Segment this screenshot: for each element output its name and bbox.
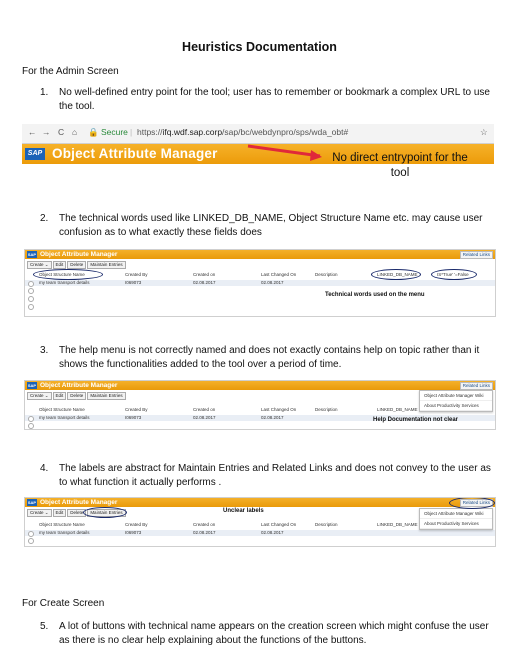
callout-no-entrypoint: No direct entrypoint for the tool [332, 152, 468, 179]
maintain-entries-button[interactable]: Maintain Entries [87, 261, 125, 269]
highlight-oval [371, 269, 421, 280]
row-radio[interactable] [28, 281, 34, 287]
col-created-by: Created By [125, 272, 148, 277]
empty-row-radio[interactable] [28, 288, 34, 294]
item-text: A lot of buttons with technical name appears on the creation screen which might confuse the user as there is no clear help explaining about the functions of the buttons. [59, 621, 489, 646]
edit-button[interactable]: Edit [53, 261, 67, 269]
table-header: Object Structure Name Created By Created on Last Changed On Description LINKED_DB_NAME [39, 522, 418, 527]
related-links-menu [419, 508, 493, 530]
screenshot-help-menu [24, 380, 496, 430]
item-number: 3. [40, 345, 49, 356]
app-title: Object Attribute Manager [40, 499, 118, 506]
empty-row-radio[interactable] [28, 304, 34, 310]
sap-logo: SAP [25, 148, 45, 160]
highlight-oval [83, 507, 127, 518]
annotation-unclear-labels: Unclear labels [223, 508, 264, 514]
edit-button[interactable]: Edit [53, 392, 67, 400]
heuristic-item-5 [40, 620, 495, 650]
item-text: The help menu is not correctly named and does not exactly contains help on topic rather than it shows the functionalities added to the tool over a period of time. [59, 345, 480, 370]
screenshot-technical-words [24, 249, 496, 317]
table-row[interactable]: my team transport details I069073 02.08.2017 02.08.2017 [25, 415, 495, 421]
highlight-oval [33, 269, 103, 280]
item-number: 2. [40, 213, 49, 224]
create-button[interactable]: Create ⌄ [27, 392, 52, 400]
heuristic-item-4 [40, 462, 495, 492]
sap-header [25, 250, 495, 259]
section-admin-heading: For the Admin Screen [22, 66, 119, 77]
empty-row-radio[interactable] [28, 538, 34, 544]
home-icon[interactable]: ⌂ [72, 127, 78, 137]
secure-label: 🔒 Secure [88, 127, 128, 137]
col-linked-db-name: LINKED_DB_NAME [377, 272, 418, 277]
annotation-help-documentation: Help Documentation not clear [373, 417, 459, 423]
col-last-changed: Last Changed On [261, 272, 297, 277]
delete-button[interactable]: Delete [67, 261, 86, 269]
app-title: Object Attribute Manager [40, 382, 118, 389]
col-created-on: Created on [193, 272, 216, 277]
sap-logo: SAP [27, 383, 37, 388]
item-number: 1. [40, 87, 49, 98]
sap-header [25, 381, 495, 390]
col-is-true: IS*True' '=False [437, 272, 469, 277]
table-row[interactable]: my team transport details I069073 02.08.2017 02.08.2017 [25, 530, 495, 536]
app-title: Object Attribute Manager [40, 251, 118, 258]
empty-row-radio[interactable] [28, 296, 34, 302]
create-button[interactable]: Create ⌄ [27, 261, 52, 269]
sap-logo: SAP [27, 500, 37, 505]
related-links-button[interactable]: Related Links [460, 251, 493, 259]
toolbar [27, 261, 127, 268]
bookmark-star-icon[interactable]: ☆ [480, 127, 488, 137]
related-links-menu [419, 390, 493, 412]
menu-item-about[interactable]: About Productivity Services [420, 519, 492, 529]
heuristic-item-3 [40, 344, 495, 374]
table-row[interactable]: my team transport details I069073 02.08.2017 02.08.2017 [25, 280, 495, 286]
maintain-entries-button[interactable]: Maintain Entries [87, 509, 125, 517]
toolbar [27, 392, 127, 399]
create-button[interactable]: Create ⌄ [27, 509, 52, 517]
reload-icon[interactable]: C [58, 127, 65, 137]
app-title: Object Attribute Manager [52, 146, 218, 161]
item-text: The labels are abstract for Maintain Entries and Related Links and does not convey to the user as to what function it actually performs . [59, 463, 491, 488]
highlight-oval [449, 497, 495, 509]
screenshot-unclear-labels [24, 497, 496, 547]
url-field[interactable]: https://ifq.wdf.sap.corp/sap/bc/webdynpro/sps/wda_obt# [137, 127, 349, 137]
back-icon[interactable]: ← [28, 127, 37, 137]
related-links-button[interactable]: Related Links [460, 499, 493, 507]
menu-item-about[interactable]: About Productivity Services [420, 401, 492, 411]
annotation-technical-words: Technical words used on the menu [325, 292, 425, 298]
related-links-button[interactable]: Related Links [460, 382, 493, 390]
heuristic-item-2 [40, 212, 495, 242]
row-radio[interactable] [28, 416, 34, 422]
item-text: The technical words used like LINKED_DB_NAME, Object Structure Name etc. may cause user confusion as to what exactly these fields does [59, 213, 483, 238]
col-description: Description [315, 272, 338, 277]
page-title: Heuristics Documentation [182, 40, 337, 54]
browser-address-bar: ← → C ⌂ 🔒 Secure | https://ifq.wdf.sap.corp/sap/bc/webdynpro/sps/wda_obt# ☆ [22, 124, 494, 144]
red-arrow-line [248, 146, 320, 156]
delete-button[interactable]: Delete [67, 392, 86, 400]
menu-item-wiki[interactable]: Object Attribute Manager Wiki [420, 391, 492, 401]
sap-header [25, 498, 495, 507]
item-number: 5. [40, 621, 49, 632]
item-number: 4. [40, 463, 49, 474]
edit-button[interactable]: Edit [53, 509, 67, 517]
delete-button[interactable]: Delete [67, 509, 86, 517]
section-create-heading: For Create Screen [22, 598, 105, 609]
highlight-oval [431, 269, 477, 280]
menu-item-wiki[interactable]: Object Attribute Manager Wiki [420, 509, 492, 519]
item-text: No well-defined entry point for the tool; user has to remember or bookmark a complex URL to use the tool. [59, 87, 490, 112]
sap-logo: SAP [27, 252, 37, 257]
col-object-structure-name: Object Structure Name [39, 272, 85, 277]
red-arrow-head [310, 150, 322, 161]
maintain-entries-button[interactable]: Maintain Entries [87, 392, 125, 400]
empty-row-radio[interactable] [28, 423, 34, 429]
table-header: Object Structure Name Created By Created on Last Changed On Description LINKED_DB_NAME [39, 407, 418, 412]
row-radio[interactable] [28, 531, 34, 537]
forward-icon[interactable]: → [42, 127, 51, 137]
